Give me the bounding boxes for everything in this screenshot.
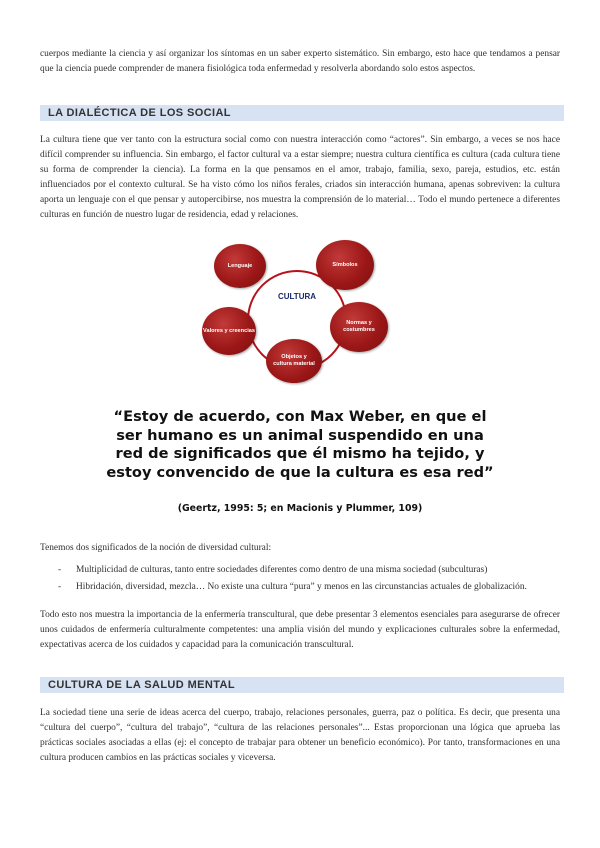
diversity-list bbox=[40, 563, 560, 597]
section-heading-dialectica: LA DIALÉCTICA DE LOS SOCIAL bbox=[40, 105, 564, 121]
bubble-valores-creencias: Valores y creencias bbox=[202, 307, 256, 355]
salud-mental-paragraph: La sociedad tiene una serie de ideas acerca del cuerpo, trabajo, relaciones personales, guerra, paz o política. Es decir, que presenta una “cultura del cuerpo”, “cultura del trabajo”, “cultura de las relaciones personales”... Estas proporcionan una lógica que aprueba las prácticas sociales asociadas a ellas (ej: el concepto de trabajar para obtener un beneficio económico). Por tanto, transformaciones en una cultura producen cambios en las prácticas sociales y viceversa. bbox=[40, 708, 560, 763]
list-item-text: Multiplicidad de culturas, tanto entre sociedades diferentes como dentro de una misma sociedad (subculturas) bbox=[76, 565, 488, 575]
quote-citation: (Geertz, 1995: 5; en Macionis y Plummer, 109) bbox=[177, 503, 423, 514]
intro-paragraph: cuerpos mediante la ciencia y así organizar los síntomas en un saber experto sistemático. Sin embargo, esto hace que tendamos a pensar que la ciencia puede comprender de manera fisiológica toda enfermedad y resolverla abordando solo estos aspectos. bbox=[40, 49, 560, 74]
cultura-center-label: CULTURA bbox=[277, 292, 317, 301]
section-heading-salud-mental: CULTURA DE LA SALUD MENTAL bbox=[40, 677, 564, 693]
list-item bbox=[40, 563, 560, 578]
bubble-simbolos: Símbolos bbox=[316, 240, 374, 290]
bubble-normas-costumbres: Normas y costumbres bbox=[330, 302, 388, 352]
list-item-text: Hibridación, diversidad, mezcla… No existe una cultura “pura” y menos en las circunstancias actuales de globalización. bbox=[76, 582, 527, 592]
list-item bbox=[40, 580, 560, 595]
bubble-lenguaje: Lenguaje bbox=[214, 244, 266, 288]
cultura-diagram bbox=[200, 232, 400, 382]
list-bullet: - bbox=[58, 582, 62, 592]
geertz-quote: “Estoy de acuerdo, con Max Weber, en que el ser humano es un animal suspendido en una red de significados que él mismo ha tejido, y estoy convencido de que la cultura es esa red” bbox=[106, 408, 494, 481]
diversity-intro: Tenemos dos significados de la noción de diversidad cultural: bbox=[40, 543, 272, 553]
transcultural-paragraph: Todo esto nos muestra la importancia de la enfermería transcultural, que debe presentar 3 elementos esenciales para asegurarse de ofrecer unos cuidados de enfermería culturalmente competentes: una amplia visión del mundo y explicaciones culturales sobre la enfermedad, expectativas acerca de los cuidados y capacidad para la comunicación transcultural. bbox=[40, 610, 560, 650]
bubble-objetos-cultura-material: Objetos y cultura material bbox=[266, 339, 322, 383]
dialectica-paragraph: La cultura tiene que ver tanto con la estructura social como con nuestra interacción como “actores”. Sin embargo, a veces se nos hace difícil comprender su influencia. Sin embargo, el factor cultural va a estar siempre; nuestra cultura científica es cultura (cada cultura tiene su forma de comprender la ciencia). La forma en la que pensamos en el amor, trabajo, familia, sexo, pareja, estudios, etc. están influenciados por el contexto cultural. Se ha visto cómo los niños ferales, criados sin interacción humana, apenas sobreviven: la cultura aporta un lenguaje con el que pensar y autopercibirse, nos muestra la comprensión de lo material… Todo el mundo pertenece a diferentes culturas en función de nuestro lugar de residencia, edad y relaciones. bbox=[40, 135, 560, 220]
list-bullet: - bbox=[58, 565, 62, 575]
